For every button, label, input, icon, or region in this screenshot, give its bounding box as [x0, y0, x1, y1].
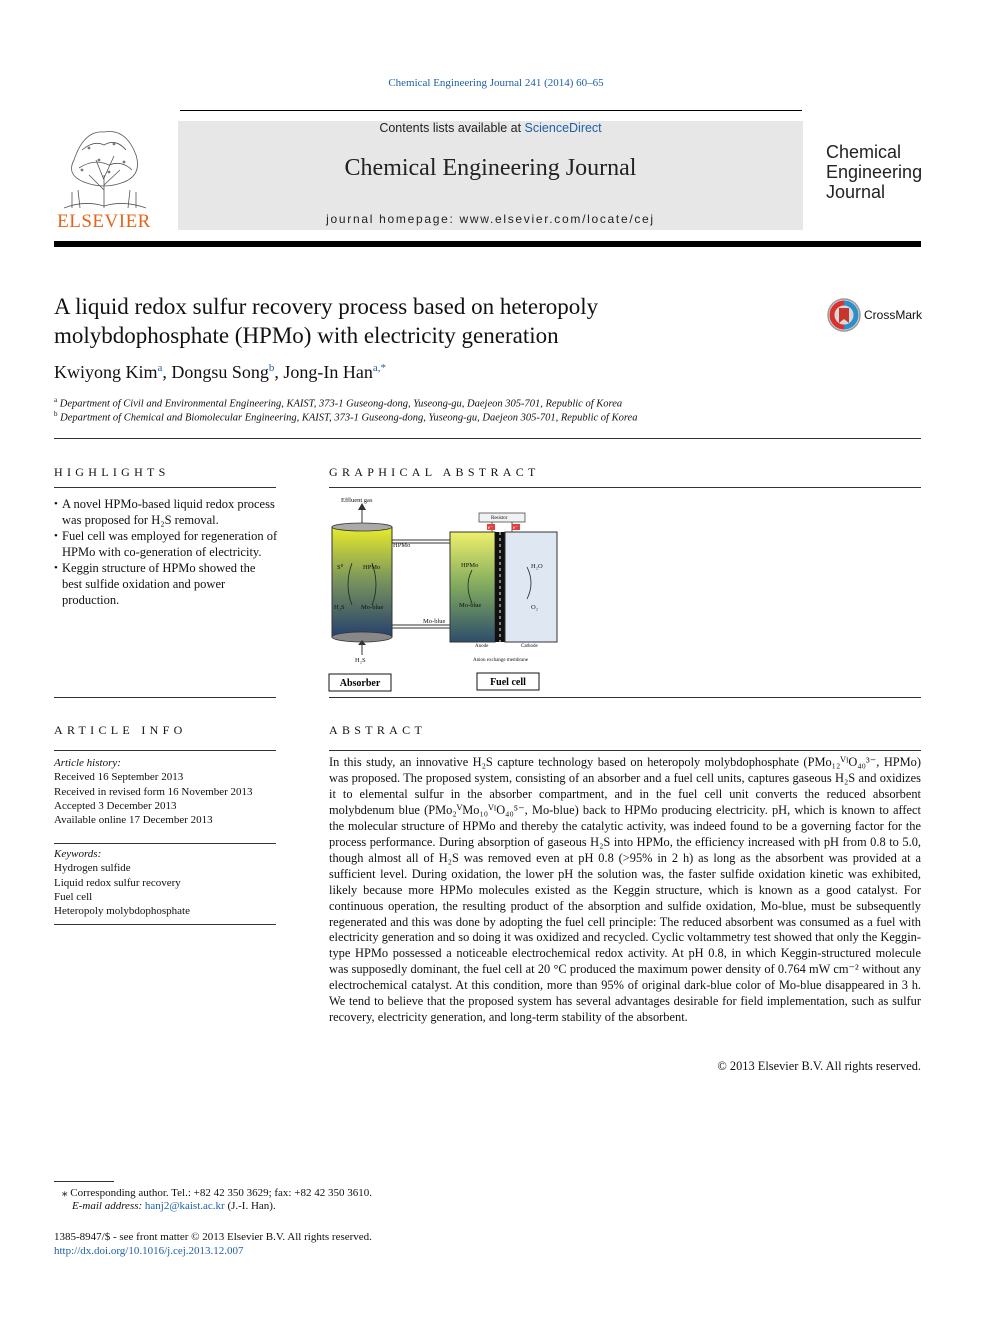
ga-label-h2s-in: H₂S [355, 657, 366, 664]
cover-title-line-2: Engineering [826, 162, 923, 182]
graphical-abstract-bottom-rule [329, 697, 921, 698]
ga-label-anode: Anode [475, 644, 489, 649]
header-rule [180, 110, 802, 111]
affiliation-marker: b [54, 410, 58, 418]
crossmark-badge[interactable] [826, 297, 926, 333]
contents-prefix: Contents lists available at [379, 121, 525, 135]
ga-label-moblue-right: Mo-blue [459, 602, 482, 609]
ga-label-electron-1: e⁻ [488, 526, 493, 531]
title-line-2: molybdophosphate (HPMo) with electricity generation [54, 323, 559, 348]
ga-label-moblue-pipe: Mo-blue [423, 618, 446, 625]
title-line-1: A liquid redox sulfur recovery process based on heteropoly [54, 294, 599, 319]
journal-homepage[interactable]: journal homepage: www.elsevier.com/locate/cej [326, 212, 655, 226]
sciencedirect-link[interactable]: ScienceDirect [524, 121, 602, 135]
highlights-heading: HIGHLIGHTS [54, 465, 170, 479]
affiliation-marker: a [54, 396, 58, 404]
abstract-rule [329, 750, 921, 751]
ga-label-hpmo-top: HPMo [393, 542, 411, 549]
section-divider [54, 438, 921, 439]
email-label: E-mail address: [72, 1200, 145, 1212]
keywords [54, 847, 190, 918]
keyword: Liquid redox sulfur recovery [54, 876, 181, 889]
affiliation [54, 396, 622, 410]
history-entry: Accepted 3 December 2013 [54, 799, 177, 812]
author-name: Kwiyong Kim [54, 362, 158, 382]
copyright-line: © 2013 Elsevier B.V. All rights reserved. [717, 1059, 921, 1073]
highlight-item: • Keggin structure of HPMo showed the best sulfide oxidation and power production. [54, 560, 278, 608]
ga-label-absorber: Absorber [339, 678, 381, 689]
absorber-column [332, 527, 392, 637]
ga-label-hpmo-left: HPMo [363, 564, 381, 571]
author-affil-marker[interactable]: b [268, 362, 275, 374]
highlights-list [54, 496, 278, 608]
ga-label-fuel-cell: Fuel cell [490, 677, 526, 688]
history-entry: Available online 17 December 2013 [54, 814, 213, 827]
keywords-rule [54, 843, 276, 844]
ga-label-s0: S⁰ [337, 564, 344, 571]
email-note [72, 1200, 276, 1212]
header-thick-rule [54, 241, 921, 247]
front-matter: 1385-8947/$ - see front matter © 2013 Elsevier B.V. All rights reserved. [54, 1231, 372, 1243]
journal-cover-title [826, 142, 922, 202]
article-title [54, 292, 794, 350]
keywords-label: Keywords: [54, 848, 102, 860]
crossmark-label: CrossMark [864, 308, 923, 322]
journal-reference[interactable]: Chemical Engineering Journal 241 (2014) 60–65 [388, 77, 604, 89]
graphical-abstract-rule [329, 487, 921, 488]
article-history-label: Article history: [54, 757, 121, 769]
graphical-abstract-figure [327, 495, 562, 695]
graphical-abstract-heading: GRAPHICAL ABSTRACT [329, 465, 540, 479]
fuel-cell-anode [450, 532, 495, 642]
highlight-item: • Fuel cell was employed for regeneration of HPMo with co-generation of electricity. [54, 528, 278, 560]
cover-title-line-1: Chemical [826, 142, 902, 162]
keyword: Fuel cell [54, 890, 93, 903]
history-entry: Received in revised form 16 November 2013 [54, 785, 253, 798]
affiliation-text: Department of Civil and Environmental Engineering, KAIST, 373-1 Guseong-dong, Yuseong-gu, Daejeon 305-701, Republic of Korea [59, 398, 623, 410]
ga-label-hpmo-right: HPMo [461, 562, 479, 569]
author-list: Kwiyong Kim$^a$, Dongsu Song$^b$, Jong-In Han$^{a,*}$ [54, 362, 387, 382]
ga-label-resistor: Resistor [491, 516, 508, 521]
footnote-rule [54, 1181, 114, 1182]
corresponding-author-note: ⁎ Corresponding author. Tel.: +82 42 350 3629; fax: +82 42 350 3610. [62, 1187, 372, 1199]
article-info-bottom-rule [54, 924, 276, 925]
author-affil-marker[interactable]: a [157, 362, 163, 374]
keyword: Hydrogen sulfide [54, 862, 131, 875]
ga-label-cathode: Cathode [521, 644, 538, 649]
email-link[interactable]: hanj2@kaist.ac.kr [144, 1200, 225, 1212]
ga-label-membrane: Anion exchange membrane [473, 658, 528, 663]
abstract-heading: ABSTRACT [329, 723, 427, 737]
ga-label-electron-2: e⁻ [513, 526, 518, 531]
highlights-rule [54, 487, 276, 488]
contents-line [178, 121, 803, 135]
author-affil-marker[interactable]: a,* [372, 362, 387, 374]
author-name: Jong-In Han [283, 362, 373, 382]
history-entry: Received 16 September 2013 [54, 771, 184, 784]
affiliation-text: Department of Chemical and Biomolecular Engineering, KAIST, 373-1 Guseong-dong, Yuseong-gu, Daejeon 305-701, Republic of Korea [60, 412, 638, 424]
affiliation [54, 410, 637, 424]
email-suffix: (J.-I. Han). [224, 1200, 276, 1212]
article-history [54, 756, 253, 827]
cover-title-line-3: Journal [826, 182, 886, 202]
abstract-text: In this study, an innovative H₂S capture technology based on heteropoly molybdophosphate (PMo₁₂ⱽᴵO₄₀³⁻, HPMo) was proposed. The proposed system, consisting of an absorber and a fuel cell units, captures gaseous H₂S and oxidizes it to elemental sulfur in the absorber compartment, and in the fuel cell unit converts the reduced absorbent molybdenum blue (PMo₂ⱽMo₁₀ⱽᴵO₄₀⁵⁻, Mo-blue) back to HPMo producing electricity. pH, which is known to affect the molecular structure of HPMo and thereby the catalytic activity, was indeed found to be a governing factor for the process performance. During absorption of gaseous H₂S into HPMo, the efficiency increased with pH from 0.8 to 5.0, though almost all of H₂S was removed even at pH 0.8 (>95% in 2 h) as long as the absorbent was provided at a sufficient level. During oxidation, the lower pH the solution was, the faster sulfide oxidation kinetic was exhibited, likely because more HPMo molecules existed as the Keggin structure, which is known as a good catalyst. For continuous operation, the resulting product of the absorption and sulfide oxidation, Mo-blue, must be subsequently regenerated and this was done by adopting the fuel cell principle: The reduced absorbent was consumed as a fuel with electricity generation and so doing it was oxidized and recycled. Cyclic voltammetry test showed that only the Keggin-type HPMo possessed a noticeable electrochemical redox activity. At pH 0.8, in which Keggin-structured molecule was supposedly dominant, the fuel cell at 20 °C produced the maximum power density of 0.764 mW cm⁻² without any electrochemical catalyst. At this condition, more than 95% of original dark-blue color of Mo-blue disappeared in 3 h. We tend to believe that the proposed system has several advantages desirable for field implementation, such as sulfur recovery, electricity generation, and long-term stability of the absorbent. [329, 755, 921, 1025]
ga-label-moblue-left: Mo-blue [361, 604, 384, 611]
doi-link[interactable]: http://dx.doi.org/10.1016/j.cej.2013.12.007 [54, 1245, 244, 1257]
elsevier-wordmark: ELSEVIER [57, 211, 151, 232]
ga-label-h2s-left: H₂S [334, 604, 345, 611]
ga-label-o2: O₂ [531, 604, 538, 611]
article-info-heading: ARTICLE INFO [54, 723, 187, 737]
ga-label-effluent: Effluent gas [341, 497, 373, 504]
highlight-item: • A novel HPMo-based liquid redox process was proposed for H₂S removal. [54, 496, 278, 528]
journal-title: Chemical Engineering Journal [344, 155, 637, 181]
highlights-bottom-rule [54, 697, 276, 698]
keyword: Heteropoly molybdophosphate [54, 905, 190, 918]
ga-label-h2o: H₂O [531, 563, 543, 570]
article-info-rule [54, 750, 276, 751]
author-name: Dongsu Song [171, 362, 269, 382]
crossmark-icon [826, 297, 862, 333]
